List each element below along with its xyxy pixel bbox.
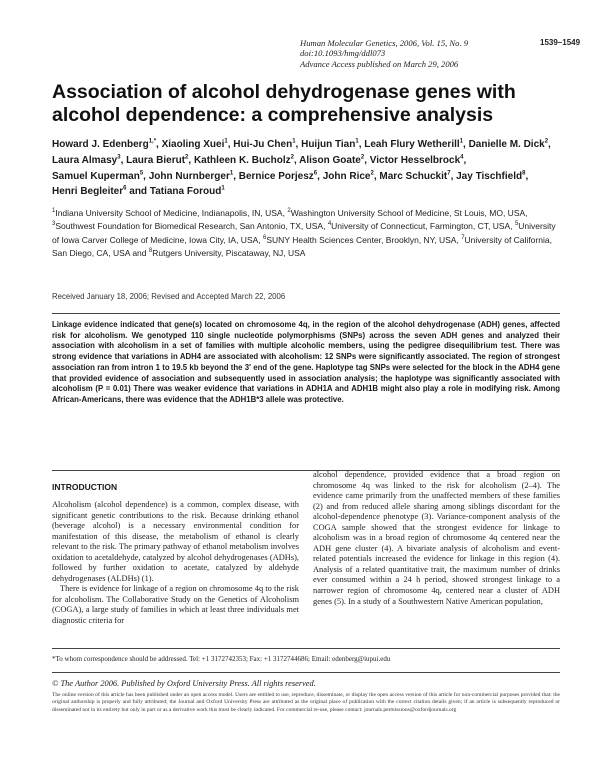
author-name-text: Bernice Porjesz (238, 170, 314, 182)
author-affiliation-mark: 2 (544, 138, 549, 145)
affiliations (52, 207, 562, 261)
author-affiliation-mark: 6 (123, 186, 127, 193)
author-affiliation-mark: 1 (459, 138, 463, 145)
affiliation-mark: 2 (287, 208, 291, 215)
author-affiliation-mark: 3 (117, 154, 121, 161)
received-dates: Received January 18, 2006; Revised and Accepted March 22, 2006 (52, 292, 286, 301)
author-name-text: Danielle M. Dick (468, 139, 545, 150)
affiliation-text: Rutgers University, Piscataway, NJ, USA (152, 248, 306, 259)
license-text: The online version of this article has been published under an open access model. Users are entitled to use, reproduce, disseminate, or display the open access version of this article for non-commercial purposes provided that: the original authorship is properly and fully attributed; the Journal and Oxford University Press are attributed as the original place of publication with the correct citation details given; if an article is subsequently reproduced or disseminated not in its entirety but only in part or as a derivative work this must be clearly indicated. For commercial re-use, please contact: journals.permissions@oxfordjournals.org (52, 692, 560, 713)
author-affiliation-mark: 2 (185, 154, 189, 161)
affiliation-text: Washington University School of Medicine, St Louis, MO, USA, (290, 208, 528, 218)
author-name-text: Howard J. Edenberg (52, 139, 149, 150)
affiliation-mark: 7 (461, 234, 465, 241)
affiliation-text: Southwest Foundation for Biomedical Research, San Antonio, TX, USA, (55, 221, 326, 232)
author-name-text: Samuel Kuperman (52, 170, 140, 182)
affiliation-item (328, 221, 513, 231)
author-name-text: Huijun Tian (301, 139, 356, 150)
intro-right-column: alcohol dependence, provided evidence that a broad region on chromosome 4q was linked to the risk for alcoholism (2–4). The evidence came primarily from the unaffected members of these families (2) and from reduced allele sharing among siblings discordant for the alcohol-dependence phenotype (3). Variance-component analysis of the COGA sample showed that the strongest evidence for linkage to alcoholism was in a broad region of chromosome 4q centered near the ADH gene cluster (4). A bivariate analysis of alcoholism and event-related potentials increased the evidence for linkage in this region (4). Analysis of a related quantitative trait, the maximum number of drinks ever consumed within a 24 h period, showed strongest linkage to a narrower region of chromosome 4q, centered near a cluster of ADH genes (5). In a study of a Southwestern Native American population, (313, 470, 560, 606)
intro-left-column (52, 500, 299, 627)
author-name (364, 139, 463, 150)
introduction-heading: INTRODUCTION (52, 482, 118, 492)
author-affiliation-mark: 7 (447, 170, 451, 177)
author-name-text: Leah Flury Wetherill (364, 139, 460, 150)
author-conjunction: and (129, 186, 148, 198)
author-affiliation-mark: 1,* (148, 138, 157, 145)
author-affiliation-mark: 8 (522, 170, 526, 177)
author-name (239, 171, 317, 182)
author-name-text: Laura Almasy (52, 154, 118, 166)
article-title: Association of alcohol dehydrogenase genes with alcohol dependence: a comprehensive analysis (52, 81, 516, 126)
author-name (126, 155, 188, 166)
affiliation-item (149, 248, 306, 258)
affiliation-text: University of Connecticut, Farmington, CT, USA, (331, 221, 513, 232)
author-name (301, 139, 359, 150)
doi-line: doi:10.1093/hmg/ddl073 (300, 48, 386, 59)
author-affiliation-mark: 5 (139, 170, 144, 177)
author-name (194, 155, 294, 166)
author-name (456, 171, 525, 182)
author-affiliation-mark: 1 (292, 138, 296, 145)
affiliation-text: Indiana University School of Medicine, Indianapolis, IN, USA, (55, 208, 285, 218)
advance-access-line: Advance Access published on March 29, 2006 (300, 58, 459, 69)
author-name-text: Xiaoling Xuei (161, 139, 225, 150)
author-name-text: Henri Begleiter (52, 186, 124, 198)
correspondence-note: *To whom correspondence should be addressed. Tel: +1 3172742353; Fax: +1 3172744686; Email: edenberg@iupui.edu (52, 655, 391, 663)
journal-header (300, 38, 535, 69)
author-affiliation-mark: 4 (460, 154, 464, 161)
author-name-text: Alison Goate (299, 154, 361, 166)
author-name (162, 139, 228, 150)
affiliation-text: University of California, San Diego, CA, USA and (52, 234, 552, 259)
author-name (52, 139, 156, 150)
author-name-text: Jay Tischfield (456, 170, 523, 182)
author-name (52, 171, 143, 182)
affiliation-item (52, 221, 325, 231)
author-name-text: Marc Schuckit (379, 170, 448, 182)
author-name (150, 186, 225, 197)
affiliation-text: SUNY Health Sciences Center, Brooklyn, NY, USA, (266, 234, 459, 245)
author-affiliation-mark: 2 (290, 154, 294, 161)
author-name (52, 155, 121, 166)
author-name (370, 155, 464, 166)
author-name (149, 171, 233, 182)
intro-paragraph-2: There is evidence for linkage of a region on chromosome 4q to the risk for alcoholism. The Collaborative Study on the Genetics of Alcoholism (COGA), a large study of families in which at least three individuals met diagnostic criteria for (52, 584, 299, 626)
page-range: 1539–1549 (540, 38, 581, 47)
abstract-top-rule (52, 313, 560, 314)
author-name-text: Laura Bierut (126, 154, 186, 166)
author-name (233, 139, 295, 150)
affiliation-mark: 1 (52, 208, 56, 215)
author-name-text: Victor Hesselbrock (369, 154, 461, 166)
journal-line: Human Molecular Genetics, 2006, Vol. 15, No. 9 (300, 38, 469, 48)
affiliation-mark: 5 (514, 221, 519, 228)
author-name-text: John Nurnberger (148, 170, 230, 182)
author-affiliation-mark: 2 (360, 154, 365, 161)
affiliation-item (263, 235, 459, 245)
author-name (379, 171, 450, 182)
copyright-line: © The Author 2006. Published by Oxford University Press. All rights reserved. (52, 679, 316, 688)
author-affiliation-mark: 1 (221, 186, 225, 193)
author-affiliation-mark: 1 (355, 138, 359, 145)
author-affiliation-mark: 6 (313, 170, 318, 177)
author-affiliation-mark: 1 (229, 170, 234, 177)
affiliation-item (287, 208, 527, 218)
footnote-rule (52, 648, 560, 649)
affiliation-mark: 6 (263, 234, 267, 241)
intro-paragraph-1: Alcoholism (alcohol dependence) is a common, complex disease, with significant genetic contributions to the risk. Because drinking ethanol (beverage alcohol) is a necessary environmental condition for manifestation of this disease, the metabolism of ethanol is clearly relevant to the risk. The primary pathway of ethanol metabolism involves oxidation to acetaldehyde, catalyzed by alcohol dehydrogenases (ADHs), followed by further oxidation to acetate, catalyzed by aldehyde dehydrogenases (ALDHs) (1). (52, 500, 299, 583)
affiliation-mark: 3 (52, 221, 56, 228)
author-name (299, 155, 364, 166)
affiliation-text: University of Iowa Carver College of Medicine, Iowa City, IA, USA, (52, 221, 556, 245)
affiliation-item (52, 208, 285, 218)
author-name-text: Hui-Ju Chen (233, 139, 293, 150)
author-name-text: Tatiana Foroud (149, 186, 222, 198)
author-list: Howard J. Edenberg$^{1,*}$, Xiaoling Xuei$^1$, Hui-Ju Chen$^1$, Huijun Tian$^1$, Leah Flury Wetherill$^1$, Danielle M. Dick$^2$, Laura Almasy$^3$, Laura Bierut$^2$, Kathleen K. Bucholz$^2$, Alison Goate$^2$, Victor Hesselbrock$^4$, Samuel Kuperman$^5$, John Nurnberger$^1$, Bernice Porjesz$^6$, John Rice$^2$, Marc Schuckit$^7$, Jay Tischfield$^8$, Henri Begleiter$^6$ and Tatiana Foroud$^1$ (52, 138, 551, 198)
copyright-rule (52, 672, 560, 673)
affiliation-mark: 8 (148, 248, 153, 255)
author-affiliation-mark: 2 (370, 170, 374, 177)
author-name-text: John Rice (322, 170, 371, 182)
author-name (52, 186, 126, 197)
author-name (469, 139, 548, 150)
affiliation-mark: 4 (327, 221, 332, 228)
abstract: Linkage evidence indicated that gene(s) located on chromosome 4q, in the region of the alcohol dehydrogenase (ADH) genes, affected risk for alcoholism. We genotyped 110 single nucleotide polymorphisms (SNPs) across the seven ADH genes and analyzed their association with alcoholism in a set of families with multiple alcoholic members, using the pedigree disequilibrium test. There was strong evidence that variations in ADH4 are associated with alcoholism: 12 SNPs were significantly associated. The region of strongest association ran from intron 1 to 19.5 kb beyond the 3′ end of the gene. Haplotype tag SNPs were selected for the block in the ADH4 gene that provided evidence of association and subsequently used in association analysis; the haplotype was significantly associated with alcoholism (P = 0.01) There was weaker evidence that variations in ADH1A and ADH1B might also play a role in modifying risk. Among African-Americans, there was evidence that the ADH1B*3 allele was protective. (52, 320, 560, 404)
author-name (323, 171, 374, 182)
author-affiliation-mark: 1 (224, 138, 228, 145)
author-name-text: Kathleen K. Bucholz (193, 154, 291, 166)
